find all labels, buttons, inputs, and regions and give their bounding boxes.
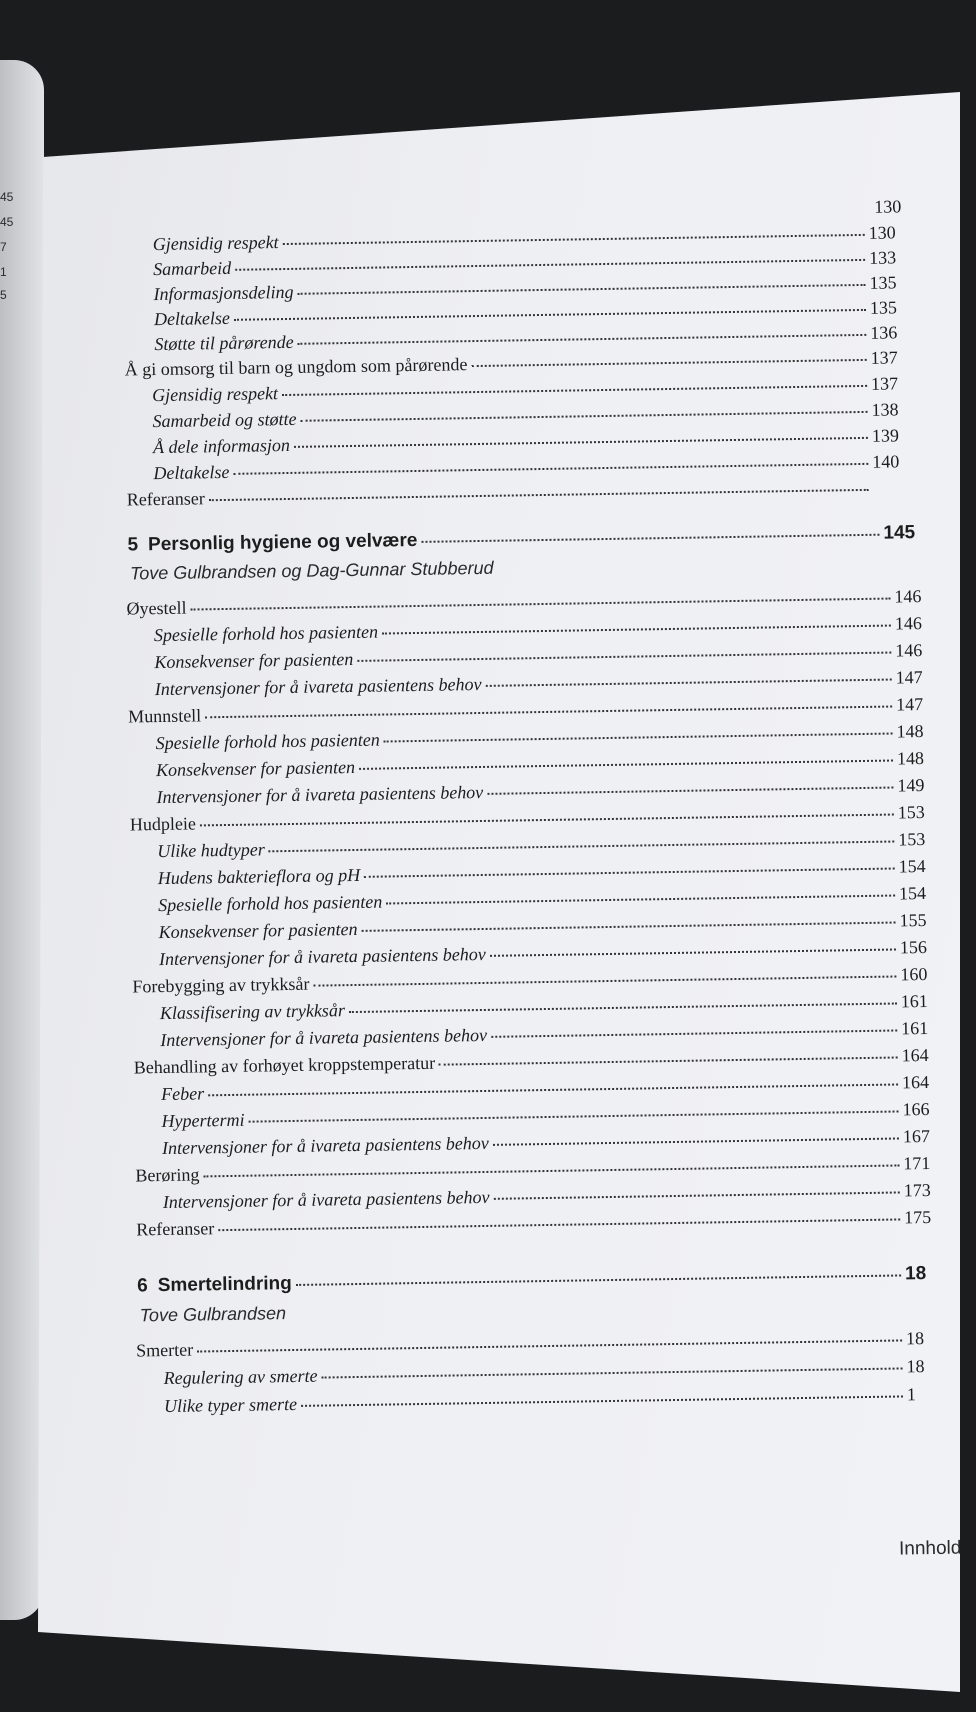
- toc-page-number: 139: [871, 425, 900, 446]
- dot-leader: [494, 1191, 900, 1199]
- toc-page-number: 166: [902, 1098, 930, 1120]
- toc-entry[interactable]: [125, 348, 905, 378]
- dot-leader: [364, 868, 894, 878]
- toc-entry[interactable]: [162, 1127, 937, 1157]
- dot-leader: [349, 1002, 897, 1013]
- dot-leader: [197, 1339, 902, 1352]
- toc-page-number: 130: [868, 222, 896, 243]
- dot-leader: [386, 895, 895, 905]
- dot-leader: [282, 385, 867, 396]
- toc-entry-label: Spesielle forhold hos pasienten: [158, 891, 383, 916]
- toc-page-number: 135: [869, 272, 897, 293]
- toc-entry-label: Hudens bakterieflora og pH: [157, 864, 361, 889]
- toc-entry[interactable]: [152, 374, 905, 404]
- dot-leader: [313, 975, 896, 986]
- dot-leader: [269, 841, 894, 853]
- toc-entry-label: Å dele informasjon: [152, 434, 291, 458]
- dot-leader: [491, 1029, 897, 1037]
- toc-page-number: 138: [871, 399, 899, 420]
- edge-page-number: 45: [0, 215, 14, 229]
- toc-entry[interactable]: [154, 298, 904, 328]
- toc-entry-label: Hudpleie: [129, 813, 197, 835]
- chapter-title-text: Smertelindring: [157, 1273, 292, 1297]
- toc-entry-label: Intervensjoner for å ivareta pasientens behov: [162, 1186, 490, 1213]
- dot-leader: [486, 679, 892, 687]
- toc-page-number: 146: [895, 640, 923, 661]
- toc-entry[interactable]: [136, 1208, 938, 1239]
- toc-entry[interactable]: [134, 1046, 936, 1077]
- toc-entry-label: Konsekvenser for pasienten: [158, 918, 358, 943]
- edge-page-number: 1: [0, 265, 7, 279]
- toc-entry[interactable]: [153, 452, 906, 482]
- dot-leader: [298, 284, 866, 295]
- toc-entry-label: Referanser: [126, 488, 205, 510]
- toc-entry-label: Ulike typer smerte: [163, 1393, 298, 1417]
- toc-page-number: 175: [904, 1206, 932, 1228]
- toc-entry-label: Intervensjoner for å ivareta pasientens behov: [154, 673, 482, 700]
- toc-entry-label: Intervensjoner for å ivareta pasientens behov: [160, 1024, 488, 1051]
- dot-leader: [283, 234, 865, 245]
- toc-page-number: 156: [899, 937, 928, 958]
- dot-leader: [421, 534, 879, 543]
- dot-leader: [249, 1110, 899, 1122]
- dot-leader: [205, 706, 892, 719]
- toc-entry-label: Deltakelse: [153, 307, 231, 330]
- toc-page-number: 18: [904, 1263, 927, 1285]
- dot-leader: [362, 922, 896, 932]
- toc-entry-label: Feber: [160, 1083, 205, 1105]
- toc-entry[interactable]: [155, 668, 930, 698]
- toc-entry-label: Forebygging av trykksår: [132, 973, 310, 997]
- dot-leader: [471, 359, 866, 367]
- dot-leader: [296, 1274, 901, 1286]
- toc-entry[interactable]: [160, 992, 935, 1022]
- toc-page-number: 147: [895, 667, 923, 688]
- toc-entry-label: Hypertermi: [161, 1109, 245, 1132]
- running-footer: Innhold: [898, 1537, 962, 1560]
- dot-leader: [487, 787, 893, 795]
- dot-leader: [322, 1367, 903, 1378]
- toc-entry-label: Konsekvenser for pasienten: [154, 648, 354, 673]
- toc-page-number: 133: [868, 247, 897, 268]
- dot-leader: [357, 652, 891, 662]
- toc-entry-label: Referanser: [136, 1218, 215, 1240]
- chapter-number: 6: [136, 1275, 148, 1297]
- toc-entry[interactable]: [155, 722, 930, 752]
- toc-page-number: 153: [897, 802, 925, 823]
- toc-page-number: 145: [883, 522, 916, 544]
- toc-entry[interactable]: [154, 641, 929, 671]
- toc-page-number: 164: [901, 1044, 929, 1066]
- toc-page-number: 135: [869, 297, 898, 318]
- dot-leader: [384, 733, 893, 743]
- toc-page-number: 154: [898, 856, 926, 877]
- toc-entry[interactable]: [153, 248, 903, 278]
- toc-entry-label: Intervensjoner for å ivareta pasientens behov: [156, 781, 484, 808]
- toc-page-number: 173: [903, 1179, 931, 1201]
- chapter-number: 5: [127, 534, 139, 556]
- chapter-title: [137, 1274, 292, 1295]
- toc-entry[interactable]: [158, 911, 933, 941]
- toc-page-number: 18: [905, 1328, 925, 1349]
- toc-page-number: 153: [898, 829, 926, 850]
- toc-entry[interactable]: [163, 1357, 940, 1387]
- toc-entry-label: Ulike hudtyper: [157, 839, 265, 862]
- toc-entry[interactable]: [153, 223, 903, 253]
- toc-entry-label: Spesielle forhold hos pasienten: [153, 621, 379, 646]
- toc-entry-label: Støtte til pårørende: [154, 331, 294, 355]
- toc-entry-label: Informasjonsdeling: [153, 281, 294, 305]
- toc-page-number: 164: [901, 1071, 930, 1093]
- dot-leader: [200, 814, 894, 827]
- toc-page-number: 137: [870, 373, 899, 394]
- chapter-authors: Tove Gulbrandsen og Dag-Gunnar Stubberud: [129, 557, 494, 584]
- toc-entry[interactable]: [156, 776, 931, 806]
- toc-entry[interactable]: [161, 1073, 936, 1103]
- toc-page-number: 130: [874, 196, 902, 217]
- toc-page-number: 161: [900, 991, 928, 1012]
- toc-page-number: 137: [870, 347, 898, 368]
- toc-entry-label: Intervensjoner for å ivareta pasientens behov: [158, 943, 486, 970]
- toc-page-number: 140: [872, 451, 900, 472]
- toc-entry-label: Regulering av smerte: [163, 1365, 318, 1389]
- toc-entry-label: Intervensjoner for å ivareta pasientens behov: [161, 1132, 489, 1159]
- toc-page-number: 148: [896, 748, 925, 769]
- toc-entry[interactable]: [154, 323, 904, 353]
- toc-entry-label: Berøring: [135, 1164, 200, 1186]
- toc-page-number: 147: [895, 694, 924, 715]
- toc-page-number: 149: [897, 775, 925, 796]
- toc-page-number: 136: [870, 322, 898, 343]
- toc-entry[interactable]: [128, 695, 930, 726]
- toc-entry-label: Deltakelse: [153, 461, 230, 484]
- toc-page-number: 146: [894, 586, 922, 607]
- chapter-title-text: Personlig hygiene og velvære: [147, 529, 418, 556]
- toc-entry-label: Øyestell: [126, 597, 187, 619]
- dot-leader: [203, 1164, 899, 1177]
- toc-page-number: 146: [894, 613, 923, 634]
- edge-page-number: 7: [0, 240, 7, 254]
- toc-entry-label: Gjensidig respekt: [152, 383, 279, 406]
- toc-entry[interactable]: [127, 478, 907, 508]
- toc-page-number: 148: [896, 721, 924, 742]
- toc-entry[interactable]: [159, 938, 934, 968]
- toc-entry[interactable]: [158, 884, 933, 914]
- toc-entry-label: Munnstell: [128, 705, 202, 727]
- chapter-heading[interactable]: [127, 523, 917, 554]
- toc-entry-label: Samarbeid og støtte: [152, 408, 297, 432]
- toc-entry-label: Konsekvenser for pasienten: [155, 756, 356, 781]
- toc-page-number: 167: [902, 1125, 931, 1147]
- toc-entry[interactable]: [135, 1154, 937, 1185]
- dot-leader: [209, 489, 869, 501]
- dot-leader: [490, 948, 896, 956]
- toc-entry-label: Klassifisering av trykksår: [159, 1000, 346, 1024]
- dot-leader: [294, 437, 868, 448]
- dot-leader: [493, 1137, 899, 1145]
- toc-entry[interactable]: [163, 1181, 938, 1211]
- toc-page-number: 161: [901, 1018, 929, 1039]
- toc-entry-label: Smerter: [136, 1339, 194, 1361]
- toc-entry[interactable]: [156, 749, 931, 779]
- dot-leader: [235, 259, 865, 271]
- toc-entry[interactable]: [161, 1100, 936, 1130]
- toc-entry-label: Gjensidig respekt: [152, 232, 279, 255]
- toc-entry[interactable]: [153, 426, 906, 456]
- chapter-authors: Tove Gulbrandsen: [139, 1303, 287, 1326]
- dot-leader: [301, 411, 868, 422]
- dot-leader: [298, 334, 867, 345]
- toc-entry[interactable]: [130, 803, 932, 834]
- dot-leader: [301, 1395, 903, 1406]
- dot-leader: [382, 625, 891, 635]
- toc-entry-label: Behandling av forhøyet kroppstemperatur: [133, 1052, 436, 1078]
- toc-entry[interactable]: [136, 1329, 940, 1360]
- edge-page-number: 5: [0, 288, 7, 302]
- dot-leader: [208, 1083, 898, 1096]
- chapter-title: [127, 531, 417, 555]
- toc-entry-label: Å gi omsorg til barn og ungdom som pårørende: [124, 354, 468, 380]
- toc-entry[interactable]: [160, 1019, 935, 1049]
- toc-entry[interactable]: [153, 273, 903, 303]
- dot-leader: [191, 598, 891, 611]
- toc-entry[interactable]: [157, 830, 932, 860]
- dot-leader: [439, 1056, 898, 1065]
- dot-leader: [218, 1218, 900, 1231]
- toc-page-number: 160: [900, 964, 928, 985]
- dot-leader: [233, 463, 868, 475]
- dot-leader: [359, 760, 893, 770]
- toc-page-number: 155: [899, 910, 927, 931]
- dot-leader: [234, 309, 866, 321]
- toc-page-number: 1: [906, 1384, 917, 1405]
- toc-page-number: [873, 493, 907, 494]
- toc-page-number: 154: [898, 883, 927, 904]
- toc-page-number: 171: [903, 1152, 931, 1174]
- toc-entry-label: Samarbeid: [153, 257, 232, 280]
- toc-entry[interactable]: [126, 587, 928, 618]
- toc-entry[interactable]: [154, 614, 929, 644]
- toc-entry-label: Spesielle forhold hos pasienten: [155, 729, 380, 754]
- toc-entry[interactable]: [158, 857, 933, 887]
- toc-entry[interactable]: [132, 965, 934, 996]
- chapter-heading[interactable]: [137, 1264, 939, 1296]
- toc-entry[interactable]: [152, 400, 905, 430]
- edge-page-number: 45: [0, 190, 14, 204]
- toc-entry[interactable]: [164, 1385, 941, 1415]
- toc-page-number: 18: [906, 1356, 925, 1377]
